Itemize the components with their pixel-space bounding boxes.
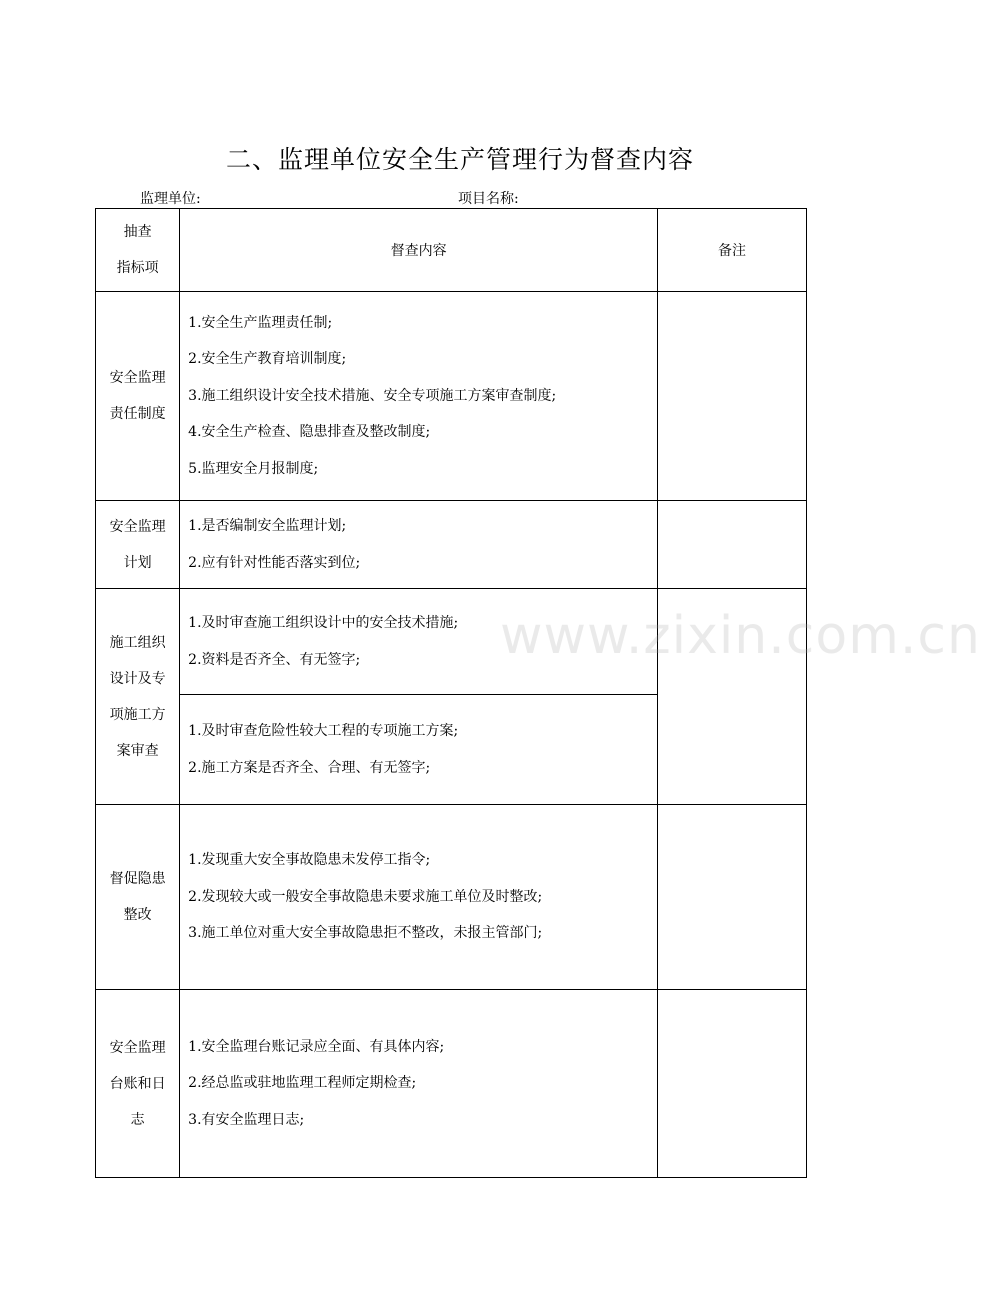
table-row xyxy=(96,501,807,589)
header-content: 督查内容 xyxy=(180,209,658,292)
content-item: 2.经总监或驻地监理工程师定期检查; xyxy=(188,1075,417,1092)
category-line: 设计及专 xyxy=(109,670,166,687)
content-item: 2.应有针对性能否落实到位; xyxy=(188,554,361,571)
watermark: www.zixin.com.cn xyxy=(500,606,981,666)
content-item: 3.有安全监理日志; xyxy=(188,1111,305,1128)
content-item: 1.及时审查施工组织设计中的安全技术措施; xyxy=(188,615,459,631)
header-remarks: 备注 xyxy=(658,209,807,292)
table-row xyxy=(96,292,807,501)
row-category xyxy=(96,990,180,1178)
row-content xyxy=(180,805,658,990)
content-item: 1.安全监理台账记录应全面、有具体内容; xyxy=(188,1038,445,1055)
content-item: 2.安全生产教育培训制度; xyxy=(188,351,347,368)
row-remarks xyxy=(658,501,807,589)
content-item: 4.安全生产检查、隐患排查及整改制度; xyxy=(188,424,431,441)
category-line: 督促隐患 xyxy=(109,871,166,887)
row-category xyxy=(96,805,180,990)
row-remarks xyxy=(658,805,807,990)
content-item: 3.施工单位对重大安全事故隐患拒不整改，未报主管部门; xyxy=(188,925,543,942)
row-category xyxy=(96,589,180,805)
category-line: 安全监理 xyxy=(109,1039,166,1056)
category-line: 整改 xyxy=(123,907,152,923)
content-item: 2.施工方案是否齐全、合理、有无签字; xyxy=(188,759,431,776)
content-item: 3.施工组织设计安全技术措施、安全专项施工方案审查制度; xyxy=(188,387,557,404)
inspection-table xyxy=(95,208,807,1178)
header-category-line: 指标项 xyxy=(116,260,159,276)
table-row xyxy=(96,990,807,1178)
category-line: 安全监理 xyxy=(109,518,166,535)
row-category xyxy=(96,292,180,501)
header-category xyxy=(96,209,180,292)
supervision-unit-label: 监理单位: xyxy=(140,191,201,207)
row-content xyxy=(180,695,658,805)
header-category-line: 抽查 xyxy=(123,224,152,240)
category-line: 案审查 xyxy=(116,742,159,759)
table-row xyxy=(96,805,807,990)
table-header-row xyxy=(96,209,807,292)
row-content xyxy=(180,501,658,589)
content-item: 1.安全生产监理责任制; xyxy=(188,314,333,331)
category-line: 项施工方 xyxy=(109,706,166,723)
content-item: 1.是否编制安全监理计划; xyxy=(188,518,347,534)
page-title: 二、监理单位安全生产管理行为督查内容 xyxy=(225,145,694,174)
category-line: 施工组织 xyxy=(109,634,166,651)
category-line: 台账和日 xyxy=(109,1075,166,1092)
content-item: 5.监理安全月报制度; xyxy=(188,460,319,477)
category-line: 责任制度 xyxy=(109,406,166,422)
row-content xyxy=(180,990,658,1178)
category-line: 安全监理 xyxy=(109,370,166,386)
content-item: 2.资料是否齐全、有无签字; xyxy=(188,651,361,668)
row-remarks xyxy=(658,292,807,501)
category-line: 计划 xyxy=(123,554,152,571)
content-item: 1.发现重大安全事故隐患未发停工指令; xyxy=(188,852,431,869)
row-category xyxy=(96,501,180,589)
category-line: 志 xyxy=(130,1111,145,1128)
row-remarks xyxy=(658,990,807,1178)
content-item: 1.及时审查危险性较大工程的专项施工方案; xyxy=(188,723,459,739)
project-name-label: 项目名称: xyxy=(458,191,519,207)
content-item: 2.发现较大或一般安全事故隐患未要求施工单位及时整改; xyxy=(188,888,543,905)
row-content xyxy=(180,292,658,501)
